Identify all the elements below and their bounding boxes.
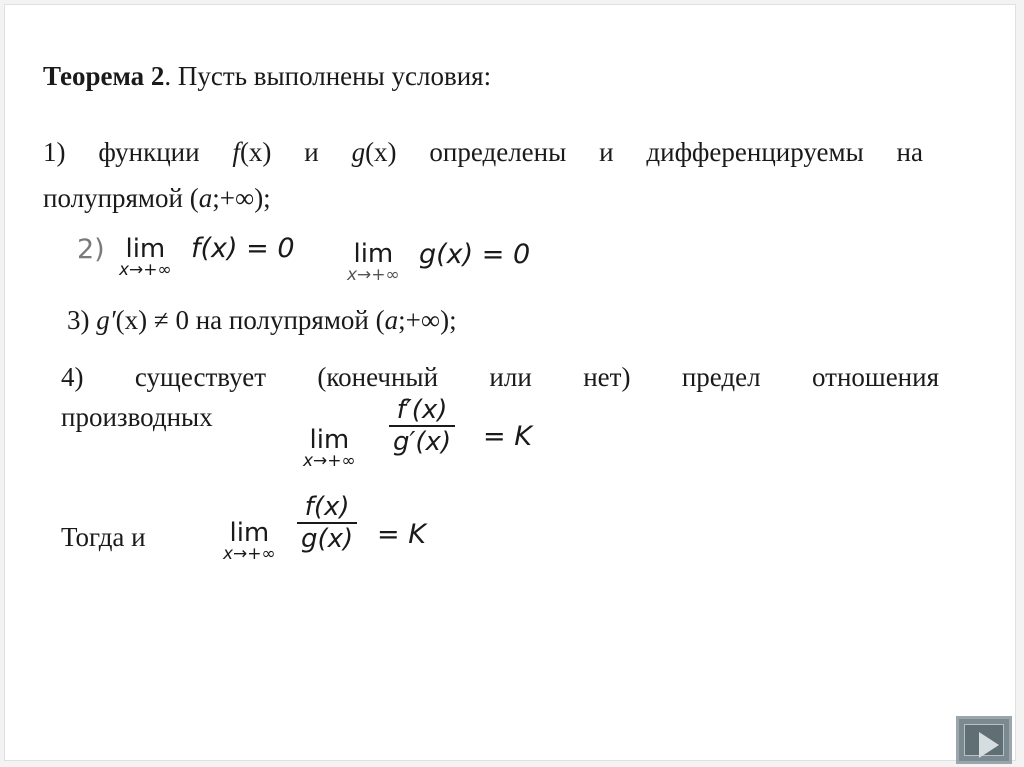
conclusion-limit [223,518,276,564]
conclusion-denominator: g(x) [301,524,354,554]
cond3-x: (x) [115,305,148,335]
cond1-line2-var: a [198,183,213,213]
cond1-line2-b: ;+∞); [212,183,271,213]
next-slide-button-face [964,724,1004,756]
cond2-number: 2) [77,234,105,265]
cond3-var: a [384,305,399,335]
cond4-fraction [389,395,455,457]
cond2-lim1: lim [125,234,166,264]
conclusion-numerator: f(x) [304,492,350,522]
conclusion-sub: x→+∞ [223,544,276,564]
slide [4,4,1016,761]
cond2-expr-1: f(x) = 0 [191,233,295,264]
cond3-end: ;+∞); [398,305,457,335]
cond2-limit-1 [119,234,172,280]
cond4-denominator: g′(x) [393,427,452,457]
cond1-line2-a: полупрямой ( [43,183,199,213]
theorem-heading [43,59,491,93]
conclusion-fraction [297,492,357,554]
cond4-limit [303,425,356,471]
conclusion-rhs: = K [377,519,426,550]
cond2-sub1: x→+∞ [119,260,172,280]
conclusion-label: Тогда и [61,522,146,552]
conclusion-lim: lim [229,518,270,548]
condition-4-line-2: производных [61,402,213,432]
cond3-rest: ≠ 0 на полупрямой ( [147,305,385,335]
cond2-expr-2: g(x) = 0 [419,239,531,270]
cond3-g: g′ [96,305,116,335]
condition-1-line-1 [43,135,923,169]
cond2-limit-2 [347,239,400,285]
cond1-rest: определены и дифференцируемы на [396,137,923,167]
cond1-x1: (x) [239,137,272,167]
condition-4-line-1: 4) существует (конечный или нет) предел отношения [61,362,939,392]
play-next-icon [979,732,999,758]
theorem-intro: . Пусть выполнены условия: [164,61,492,91]
cond3-prefix: 3) [67,305,97,335]
cond1-and: и [271,137,352,167]
theorem-title: Теорема 2 [43,61,165,91]
cond4-lim: lim [309,425,350,455]
cond2-lim2: lim [353,239,394,269]
conclusion-frac [297,492,357,554]
condition-3 [67,303,457,337]
cond1-prefix: 1) функции [43,137,233,167]
cond4-frac [389,395,455,457]
cond1-f: f [232,137,240,167]
cond4-rhs: = K [483,421,532,452]
cond4-sub: x→+∞ [303,451,356,471]
cond1-g: g [351,137,366,167]
cond1-x2: (x) [365,137,397,167]
condition-1-line-2 [43,181,271,215]
next-slide-button[interactable] [956,716,1012,764]
cond2-sub2: x→+∞ [347,265,400,285]
cond4-numerator: f′(x) [396,395,448,425]
